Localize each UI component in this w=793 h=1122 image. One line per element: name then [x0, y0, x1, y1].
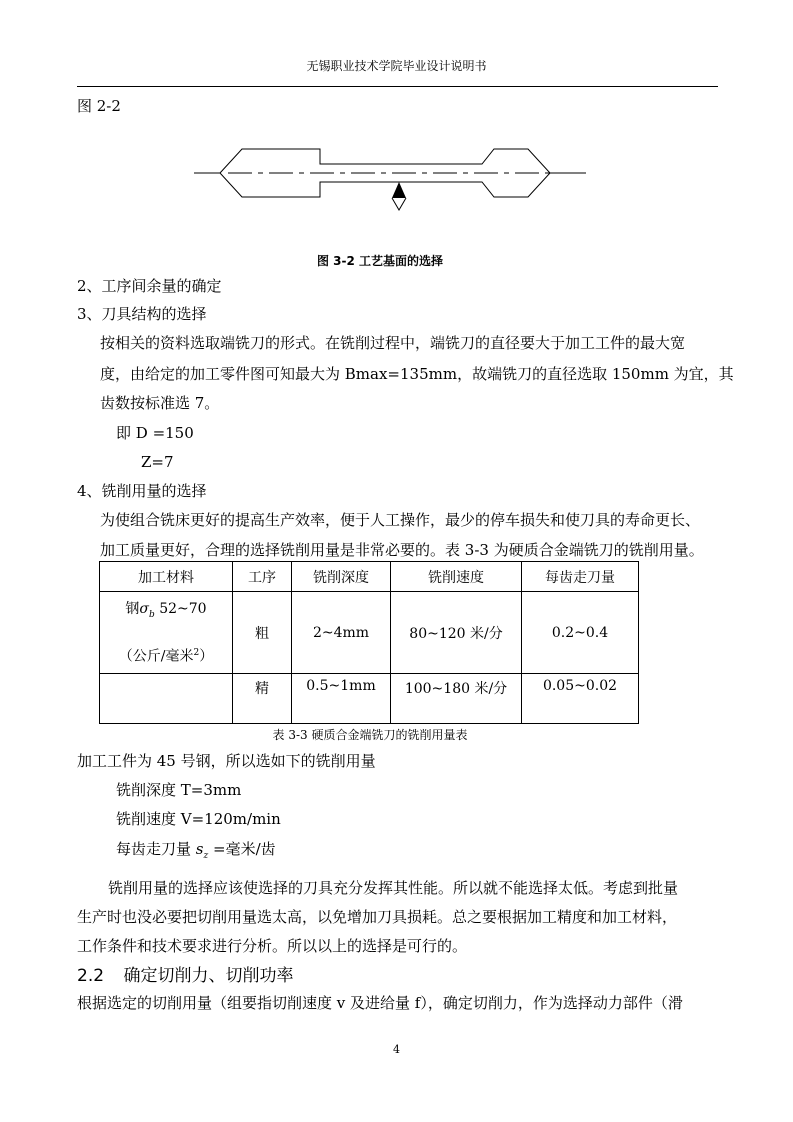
table-cell: 精 — [233, 674, 292, 724]
material-cell — [100, 592, 233, 674]
table-header-cell: 铣削速度 — [391, 562, 522, 592]
table-cell: 80~120 米/分 — [391, 592, 522, 674]
table-header-cell: 工序 — [233, 562, 292, 592]
cutting-parameters-table — [99, 561, 639, 724]
text-line: 齿数按标准选 7。 — [100, 394, 220, 412]
section-4-heading: 4、铣削用量的选择 — [77, 482, 207, 500]
text-line: 铣削用量的选择应该使选择的刀具充分发挥其性能。所以就不能选择太低。考虑到批量 — [108, 879, 679, 897]
datum-triangle-icon — [392, 182, 406, 198]
feed-value: 每齿走刀量 $s_z$ =毫米/齿 — [116, 840, 276, 861]
equation-z: Z=7 — [141, 453, 174, 471]
text-line: 按相关的资料选取端铣刀的形式。在铣削过程中，端铣刀的直径要大于加工工件的最大宽 — [100, 334, 686, 352]
table-row — [100, 674, 639, 724]
equation-d: 即 D =150 — [116, 424, 194, 442]
datum-symbol-icon — [392, 198, 406, 210]
figure-caption: 图 3-2 工艺基面的选择 — [316, 254, 444, 268]
text-line: 为使组合铣床更好的提高生产效率，便于人工操作，最少的停车损失和使刀具的寿命更长、 — [100, 511, 701, 529]
material-unit: （公斤/毫米$^2$） — [118, 647, 214, 665]
header-rule — [77, 86, 718, 87]
table-header-cell: 加工材料 — [100, 562, 233, 592]
table-cell — [100, 674, 233, 724]
table-header-row — [100, 562, 639, 592]
section-number: 2.2 — [77, 966, 105, 986]
text-line: 加工工件为 45 号钢，所以选如下的铣削用量 — [77, 752, 376, 770]
text-line: 工作条件和技术要求进行分析。所以以上的选择是可行的。 — [77, 937, 468, 955]
speed-value: 铣削速度 V=120m/min — [116, 810, 281, 828]
section-2-heading: 2、工序间余量的确定 — [77, 277, 222, 295]
table-cell: 0.5~1mm — [292, 674, 391, 724]
table-cell: 0.05~0.02 — [522, 674, 639, 724]
figure-label: 图 2-2 — [77, 97, 121, 115]
table-header-cell: 每齿走刀量 — [522, 562, 639, 592]
section-3-heading: 3、刀具结构的选择 — [77, 305, 207, 323]
text-line: 度，由给定的加工零件图可知最大为 Bmax=135mm，故端铣刀的直径选取 150mm 为宜，其 — [100, 365, 734, 383]
page-number: 4 — [393, 1043, 400, 1056]
table-row — [100, 592, 639, 674]
text-line: 根据选定的切削用量（组要指切削速度 v 及进给量 f），确定切削力，作为选择动力部件（滑 — [77, 994, 683, 1012]
table-cell: 0.2~0.4 — [522, 592, 639, 674]
section-title: 确定切削力、切削功率 — [123, 966, 294, 986]
page-header: 无锡职业技术学院毕业设计说明书 — [306, 59, 487, 73]
table-caption: 表 3-3 硬质合金端铣刀的铣削用量表 — [272, 728, 468, 742]
text-line: 加工质量更好，合理的选择铣削用量是非常必要的。表 3-3 为硬质合金端铣刀的铣削用量。 — [100, 541, 704, 559]
section-2-2-heading — [77, 961, 293, 986]
table-cell: 2~4mm — [292, 592, 391, 674]
table-header-cell: 铣削深度 — [292, 562, 391, 592]
workpiece-drawing — [190, 142, 590, 214]
material-name: 钢$\sigma_b$ 52~70 — [125, 600, 207, 620]
depth-value: 铣削深度 T=3mm — [116, 781, 242, 799]
table-cell: 粗 — [233, 592, 292, 674]
text-line: 生产时也没必要把切削用量选太高，以免增加刀具损耗。总之要根据加工精度和加工材料， — [77, 908, 678, 926]
table-cell: 100~180 米/分 — [391, 674, 522, 724]
